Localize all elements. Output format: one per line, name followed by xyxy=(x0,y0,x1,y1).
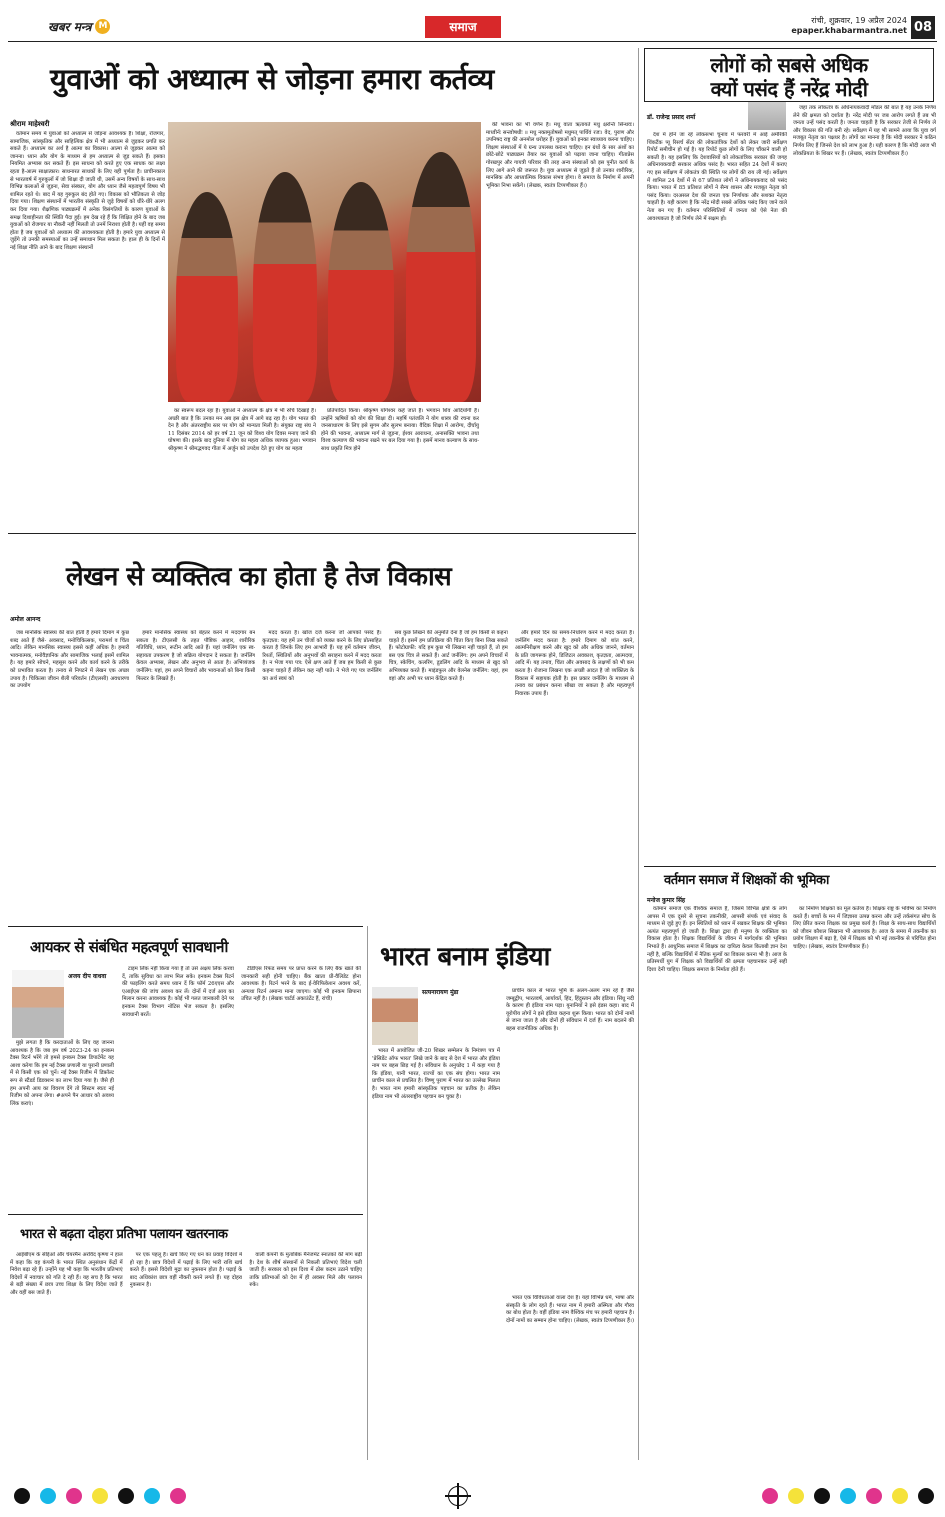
article-tax-col1 xyxy=(10,990,114,1208)
article-teachers-headline: वर्तमान समाज में शिक्षकों की भूमिका xyxy=(664,873,829,888)
article-teachers-col1-text: वर्तमान समाज एक वैश्विक समाज है, जिसमें विभिन्न क्षेत्रों के लोग आपस में एक दूसरे से सूचना तकनीकी, आपसी संपर्क एवं संवाद के माध्यम से जुड़े हुए हैं। इन स्थितियों को ध्यान में रखकर शिक्षक की भूमिका अत्यंत महत्वपूर्ण हो जाती है। शिक्षा द्वारा ही मनुष्य के व्यक्तित्व का विकास होता है। शिक्षक विद्यार्थियों के जीवन में मार्गदर्शक की भूमिका निभाते हैं। आधुनिक समाज में शिक्षक का दायित्व केवल किताबी ज्ञान देना नहीं है, बल्कि विद्यार्थियों में नैतिक मूल्यों का विकास करना भी है। आज के प्रतिस्पर्धी युग में शिक्षक को विद्यार्थियों की क्षमता पहचानकर उन्हें सही दिशा देनी चाहिए। शिक्षक समाज के निर्माता होते हैं। xyxy=(647,906,787,973)
reg-dot-black-4 xyxy=(918,1488,934,1504)
article-right-col1 xyxy=(647,132,787,860)
section-badge xyxy=(425,16,501,38)
article-vs-col3-text: भारत एक विविधताओं वाला देश है। यहां विभिन्न धर्म, भाषा और संस्कृति के लोग रहते हैं। भारत नाम में हमारी अस्मिता और गौरव का बोध होता है। वहीं इंडिया नाम वैश्विक मंच पर हमारी पहचान है। दोनों नामों का सम्मान होना चाहिए। (लेखक, स्वतंत्र टिप्पणीकार हैं।) xyxy=(506,1295,634,1324)
article-vs-col1-text: भारत में आयोजित जी-20 शिखर सम्मेलन के निमंत्रण पत्र में 'प्रेसिडेंट ऑफ भारत' लिखे जाने के बाद से देश में भारत और इंडिया नाम पर बहस छिड़ गई है। संविधान के अनुच्छेद 1 में कहा गया है कि इंडिया, यानी भारत, राज्यों का एक संघ होगा। भारत नाम प्राचीन काल से प्रचलित है। विष्णु पुराण में भारत का उल्लेख मिलता है। भारत नाम हमारी सांस्कृतिक पहचान का प्रतीक है। लेकिन इंडिया नाम भी अंतरराष्ट्रीय पहचान बन चुका है। xyxy=(372,1048,500,1100)
article2-col1-text: जब मानसिक स्वास्थ्य की बात होती है हमारे दिमाग में कुछ शब्द आते हैं जैसे- अवसाद, मनोचिकित्सक, परामर्श व चिंता आदि। लेकिन मानसिक स्वास्थ्य इससे कहीं अधिक है। हमारी भावनात्मक, मनोवैज्ञानिक और सामाजिक भलाई इसमें शामिल है। यह हमारे सोचने, महसूस करने और कार्य करने के तरीके को प्रभावित करता है। तनाव से निपटने में लेखन एक अच्छा उपाय है। चिकित्सा जीवन शैली परिवर्तन (टीएलसी) अवधारणा का उपयोग xyxy=(10,630,130,690)
photo-person-2 xyxy=(253,172,317,402)
article1-col3 xyxy=(321,408,479,528)
article-brain-col3 xyxy=(249,1252,362,1458)
article1-col3-text: प्रतिपादित किया। श्रीकृष्ण योगेश्वर कहे जाते हैं। भगवान शिव आदियोगी हैं। उन्होंने ऋषियों को योग की शिक्षा दी। महर्षि पतंजलि ने योग शास्त्र की रचना कर जनसाधारण के लिए इसे सुगम और सुलभ बनाया। वैदिक शिक्षा में आरोग्य, दीर्घायु होने की भावना, अध्यात्म मार्ग से जुड़ना, ईश्वर आराधना, अनासक्ति भावना तथा विश्व कल्याण की भावना रखने पर बल दिया गया है। इसमें मानव कल्याण के साथ-साथ प्रकृति मित्र होने xyxy=(321,408,479,452)
article1-col2 xyxy=(168,408,316,528)
section-label: समाज xyxy=(449,20,477,34)
article-teachers-col2-text: का निर्माण शिक्षकों का मूल कर्तव्य है। शिक्षक राष्ट्र के भविष्य का निर्माण करते हैं। बच्चों के मन में जिज्ञासा उत्पन्न करना और उन्हें तर्कसंगत सोच के लिए प्रेरित करना शिक्षक का प्रमुख कार्य है। शिक्षा के साथ-साथ विद्यार्थियों को जीवन कौशल सिखाना भी आवश्यक है। आज के समय में तकनीक का प्रयोग शिक्षण में बढ़ा है, ऐसे में शिक्षक को भी नई तकनीक से परिचित होना चाहिए। (लेखक, स्वतंत्र टिप्पणीकार हैं।) xyxy=(793,906,936,950)
date-block xyxy=(745,16,907,36)
article-right-headline-line1: लोगों को सबसे अधिक xyxy=(710,53,868,77)
brand-logo xyxy=(48,18,110,35)
reg-dot-cyan-3 xyxy=(840,1488,856,1504)
reg-dot-yellow-2 xyxy=(788,1488,804,1504)
article2-headline: लेखन से व्यक्तित्व का होता है तेज विकास xyxy=(66,562,452,592)
reg-dot-magenta-3 xyxy=(762,1488,778,1504)
vs-left-rule xyxy=(367,926,368,1460)
article-tax-headline: आयकर से संबंधित महत्वपूर्ण सावधानी xyxy=(30,938,228,956)
article-vs-byline: सत्यनारायण मुंडा xyxy=(422,989,459,996)
reg-dot-black xyxy=(14,1488,30,1504)
article1-byline: श्रीराम माहेश्वरी xyxy=(10,120,50,128)
article-teachers-col1 xyxy=(647,906,787,1458)
article-vs-col2 xyxy=(506,988,634,1288)
column-divider xyxy=(638,48,639,1460)
article1-photo xyxy=(168,122,481,402)
article-right-col1-text: देश में होने जा रहे लोकसभा चुनाव में फरवरी में आई अमेरिकी थिंकटैंक प्यू रिसर्च सेंटर की लोकतांत्रिक देशों को लेकर जारी सर्वेक्षण रिपोर्ट समीचीन हो गई है। यह रिपोर्ट कुछ लोगों के लिए चौंकाने वाली हो सकती है। यह इसलिए कि देशवासियों को लोकतांत्रिक सरकार की जगह अधिनायकवादी सरकार अधिक पसंद है। भारत सहित 24 देशों में कराए गए इस सर्वेक्षण में लोकतंत्र की स्थिति पर लोगों की राय ली गई। सर्वेक्षण में शामिल 24 देशों में से 67 प्रतिशत लोगों ने अधिनायकवाद को पसंद किया। भारत में 85 प्रतिशत लोगों ने सैन्य शासन और मजबूत नेतृत्व को पसंद किया। दरअसल देश की जनता एक निर्णायक और सशक्त नेतृत्व चाहती है। यही कारण है कि नरेंद्र मोदी सबसे अधिक पसंद किए जाने वाले नेता बन गए हैं। वर्तमान परिस्थितियों में जनता को ऐसे नेता की आवश्यकता है जो निर्णय लेने में सक्षम हो। xyxy=(647,132,787,222)
article-vs-col1 xyxy=(372,1000,500,1458)
article-brain-col2 xyxy=(130,1252,243,1458)
website-link[interactable]: epaper.khabarmantra.net xyxy=(791,26,907,35)
photo-person-3 xyxy=(328,182,394,402)
date-line: रांची, शुक्रवार, 19 अप्रैल 2024 xyxy=(811,16,907,25)
article2-col5-text: और हमारे दिन का समय-निर्धारण करने में मदद करता है। जर्नलिंग मदद करता है: हमारे दिमाग को शांत करने, आत्मनिरीक्षण करने और खुद को और अधिक जानने, वर्तमान के प्रति जागरूक होने, डिजिटल अवकाश, कृतज्ञता, आत्मदया, आदि में। यह तनाव, चिंता और अवसाद के लक्षणों को भी कम करता है। रोजाना लिखना एक अच्छी आदत है जो व्यक्तित्व के विकास में सहायक होती है। इस प्रकार जर्नलिंग के माध्यम से तनाव का प्रबंधन करना सीखा जा सकता है और महत्वपूर्ण निवारक उपाय हैं। xyxy=(514,630,635,697)
article1-col1-text: वर्तमान समय में युवाओं को अध्यात्म से जोड़ना आवश्यक है। शिक्षा, रोजगार, सामाजिक, सांस्कृतिक और साहित्यिक क्षेत्र में भी अध्यात्म से जुड़कर प्रगति कर सकते हैं। अध्यात्म का अर्थ है आत्मा का विकास। आत्मा से जुड़कर आत्मा को जानना। ध्यान और योग के माध्यम से हम अध्यात्म से जुड़ सकते हैं। इसका नियमित अभ्यास कर सकते हैं। इस साधना को करते हुए एक साधक का लक्ष्य रहता है-आत्म साक्षात्कार। साधनारत साधकों के लिए यही पूर्णता है। प्राचीनकाल से भारतवर्ष में गुरुकुलों में जो शिक्षा दी जाती थी, उसमें अन्य विषयों के साथ-साथ विभिन्न कलाओं से जुड़ना, सेवा संस्कार, योग और ध्यान जैसे महत्वपूर्ण विषय भी शामिल रहते थे। बाद में यह गुरुकुल बंद होते गए। विकास को भौतिकता से जोड़ दिया गया। शिक्षण संस्थानों में भारतीय संस्कृति से जुड़े विषयों को धीरे-धीरे अलग कर दिया गया। शैक्षणिक पाठ्यक्रमों में अनेक विसंगतियों के कारण युवाओं के समक्ष दिशाहीनता की स्थिति पैदा हुई। हम देख रहे हैं कि शिक्षित होने के बाद जब युवाओं को रोजगार या नौकरी नहीं मिलती तो उनमें निराशा होती है। यहीं वह समय होता है जब युवाओं को अध्यात्म की आवश्यकता होती है। हमारे युवा अध्यात्म से जुड़ेंगे तो उनकी समस्याओं का उन्हें समाधान मिल सकता है। हाल ही के दिनों में नई शिक्षा नीति आने के बाद शिक्षण संस्थानों xyxy=(10,131,165,251)
reg-dot-yellow-3 xyxy=(892,1488,908,1504)
reg-dot-magenta-4 xyxy=(866,1488,882,1504)
article-right-headline-box xyxy=(644,48,934,102)
page-number-badge xyxy=(911,16,935,39)
article1-col4 xyxy=(486,122,634,528)
reg-dot-magenta xyxy=(66,1488,82,1504)
article-brain-col3-text: वाली कंपनी के मुताबिक मैनेजमेंट स्नातकों की मांग बढ़ी है। देश के शीर्ष संस्थानों से निकली प्रतिभाएं विदेश चली जाती हैं। सरकार को इस दिशा में ठोस कदम उठाने चाहिए ताकि प्रतिभाओं को देश में ही अवसर मिले और पलायन रुके। xyxy=(249,1252,363,1289)
article2-col1 xyxy=(10,630,129,920)
tax-top-rule xyxy=(8,926,363,927)
article-vs-col2-text: प्राचीन काल से भारत भूमि के अलग-अलग नाम रहे हैं जैसे जम्बूद्वीप, भारतवर्ष, आर्यावर्त, हिंद, हिंदुस्तान और इंडिया। सिंधु नदी के कारण ही इंडिया नाम पड़ा। यूनानियों ने इसे इंडस कहा। बाद में यूरोपीय लोगों ने इसे इंडिया कहना शुरू किया। भारत को दोनों नामों से जाना जाता है और दोनों ही संविधान में दर्ज हैं। नाम बदलने की बहस राजनीतिक अधिक है। xyxy=(506,988,634,1032)
article-tax-col3 xyxy=(241,966,361,1208)
article-tax-col2-text: टाइम लिंक नहीं किया गया है तो उसे अक्षय लिंक करवा दें, ताकि सुविधा का लाभ मिल सके। इनकम टैक्स रिटर्न की फाइलिंग करते समय ध्यान दें कि फॉर्म 26एएस और एआईएस की जांच अवश्य कर लें। दोनों में दर्ज आय का मिलान करना आवश्यक है। कोई भी गलत जानकारी देने पर इनकम टैक्स विभाग नोटिस भेज सकता है। इसलिए सावधानी बरतें। xyxy=(122,966,234,1018)
brand-name: खबर मन्त्र xyxy=(48,20,92,34)
brain-top-rule xyxy=(8,1214,363,1215)
article2-columns xyxy=(10,630,634,920)
reg-dot-black-2 xyxy=(118,1488,134,1504)
article-teachers-byline: मनोज कुमार सिंह xyxy=(647,897,686,904)
article1-headline: युवाओं को अध्यात्म से जोड़ना हमारा कर्तव्य xyxy=(50,62,494,96)
article2-col4-text: सब कुछ लिखने की अनुमति देना है जो हम किसी से कहना चाहते हैं। इसमें हम प्रतिक्रिया की चिंता किए बिना लिख सकते हैं। फोटोग्राफी: यदि हम कुछ भी लिखना नहीं चाहते हैं, तो हम बस एक चित्र ले सकते हैं। आर्ट जर्नलिंग: हम अपने विचारों में चित्र, स्केचिंग, कलरिंग, डूडलिंग आदि के माध्यम से खुद को अभिव्यक्त करते हैं। माइंडफुल और वेलनेस जर्नलिंग: यहां, हम वहां और अभी पर ध्यान केंद्रित करते हैं। xyxy=(388,630,508,682)
article1-col4-text: की भावना का भी वर्णन है। मधु वाता ऋतायते मधु क्षरन्ति सिन्धवः। माध्वीर्नः सन्त्वोषधीः ॥ मधु नक्तमुतोषसो मधुमत् पार्थिवं रजः। वेद, पुराण और उपनिषद राष्ट्र की अनमोल धरोहर हैं। युवाओं को इनका स्वाध्याय करना चाहिए। शिक्षण संस्थाओं में ये ग्रन्थ उपलब्ध कराना चाहिए। इन ग्रंथों के सार अंशों का छोटे-छोटे पाठ्यक्रम तैयार कर युवाओं को पढ़ाया जाना चाहिए। गीताप्रेस गोरखपुर और गायत्री परिवार की तरह अन्य संस्थाओं को इस पुनीत कार्य के लिए आगे आने की जरूरत है। युवा अध्यात्म से जुड़ते हैं तो उनका शारीरिक, मानसिक और आध्यात्मिक विकास संभव होगा। वे समाज के निर्माण में अपनी भूमिका निभा सकेंगे। (लेखक, स्वतंत्र टिप्पणीकार हैं।) xyxy=(486,122,634,189)
article-right-photo xyxy=(748,102,786,130)
article-teachers-col2 xyxy=(793,906,936,1458)
crosshair-mark-icon xyxy=(448,1486,468,1506)
article-tax-byline: अजय दीप वाधवा xyxy=(68,973,107,980)
article2-top-rule xyxy=(8,533,636,534)
article-tax-col1-text: मुझे लगता है कि करदाताओं के लिए वह जानना आवश्यक है कि जब हम वर्ष 2023-24 का इनकम टैक्स रिटर्न भरेंगे तो हमसे इनकम टैक्स डिपार्टमेंट यह आशा करेगा कि हम नई टैक्स प्रणाली या पुरानी प्रणाली में से किसी एक को चुनें। नई टैक्स रिजीम में डिफ़ॉल्ट रूप से स्टैंडर्ड डिडक्शन का लाभ दिया गया है। जैसे ही हम अपनी आय का विवरण देंगे तो सिस्टम स्वतः नई रिजीम को अपना लेगा। #अपने पैन आधार को अवश्य लिंक कराएं। xyxy=(10,1040,114,1107)
reg-dot-yellow xyxy=(92,1488,108,1504)
article2-col2-text: हमारे मानसिक स्वास्थ्य को बेहतर करने में मददगार बन सकता है। टीएलसी के तहत पौष्टिक आहार, शारीरिक गतिविधि, ध्यान, रूटीन आदि आते हैं। यहां जर्नलिंग एक स्व-सहायता उपकरण है जो सक्रिय योगदान दे सकता है। जर्नलिंग केवल अभ्यास, लेखन और अनुभव से आता है। अभिव्यंजक जर्नलिंग: यहां, हम अपने विचारों और भावनाओं को बिना किसी फिल्टर के लिखते हैं। xyxy=(136,630,256,682)
article-vs-col3 xyxy=(506,1295,634,1458)
article-right-col2 xyxy=(793,105,936,860)
article-brain-col1 xyxy=(10,1252,123,1458)
teachers-top-rule xyxy=(644,866,936,867)
article1-col1 xyxy=(10,131,165,531)
masthead-rule xyxy=(8,41,937,42)
article-tax-col2 xyxy=(122,966,234,1208)
masthead xyxy=(0,0,945,42)
reg-dot-magenta-2 xyxy=(170,1488,186,1504)
article-brain-col2-text: पर एक पहलू है। खर्च किए गए धन का प्रवाह विदेशों में हो रहा है। छात्र विदेशों में पढ़ाई के लिए भारी राशि खर्च करते हैं। इससे विदेशी मुद्रा का नुकसान होता है। पढ़ाई के बाद अधिकांश छात्र वहीं नौकरी करने लगते हैं। यह दोहरा नुकसान है। xyxy=(129,1252,243,1289)
article1-col2-text: का स्वरूप बदल रहा है। युवाओं ने अध्यात्म के क्षेत्र में भी रुचि दिखाई है। अच्छी बात है कि उनका मन अब इस क्षेत्र में आगे बढ़ रहा है। योग भारत की देन है और अंतरराष्ट्रीय स्तर पर योग को मान्यता मिली है। संयुक्त राष्ट्र संघ ने 11 दिसंबर 2014 को हर वर्ष 21 जून को विश्व योग दिवस मनाए जाने की घोषणा की। इसके बाद दुनिया में योग का महत्व अधिक व्यापक हुआ। भगवान श्रीकृष्ण ने श्रीमद्भगवद गीता में अर्जुन को उपदेश देते हुए योग का महत्व xyxy=(168,408,316,452)
article2-byline: अमोल आनन्द xyxy=(10,616,41,623)
article-right-headline-line2: क्यों पसंद हैं नरेंद्र मोदी xyxy=(710,77,868,101)
article-brain-col1-text: आईबीएम के सीईओ और चेयरमैन अरविंद कृष्णा ने हाल में कहा कि वह कंपनी के भारत स्थित अनुसंधान केंद्रों में निवेश बढ़ा रहे हैं। उन्होंने यह भी कहा कि भारतीय प्रतिभाएं विदेशों में नवाचार को गति दे रही हैं। यह सच है कि भारत से बड़ी संख्या में छात्र उच्च शिक्षा के लिए विदेश जाते हैं और वहीं बस जाते हैं। xyxy=(10,1252,123,1296)
reg-dot-cyan-2 xyxy=(144,1488,160,1504)
reg-dot-black-3 xyxy=(814,1488,830,1504)
article-tax-col3-text: टीडीएस रिफंड समय पर प्राप्त करने के लिए बैंक खाते की जानकारी सही होनी चाहिए। बैंक खाता प्री-वैलिडेट होना आवश्यक है। रिटर्न भरने के बाद ई-वेरिफिकेशन अवश्य करें, अन्यथा रिटर्न अमान्य माना जाएगा। कोई भी इनकम छिपाना उचित नहीं है। (लेखक चार्टर्ड अकाउंटेंट हैं, रांची) xyxy=(241,966,361,1003)
registration-strip xyxy=(0,1478,945,1517)
article-right-byline: डॉ. राजेन्द्र प्रसाद शर्मा xyxy=(647,114,696,121)
article-right-col2-text: जहां तक लोकतंत्र के अधिनायकवादी मॉडल की बात है यह उनके निर्णय लेने की क्षमता को दर्शाता है। नरेंद्र मोदी पर जब आरोप लगते हैं तब भी जनता उन्हें पसंद करती है। जनता चाहती है कि सरकार तेजी से निर्णय ले और विकास की गति बनी रहे। सर्वेक्षण में यह भी सामने आया कि युवा वर्ग मजबूत नेतृत्व का पक्षधर है। लोगों का मानना है कि मोदी सरकार ने कठिन निर्णय लिए हैं जिनसे देश को लाभ हुआ है। यही कारण है कि मोदी आज भी लोकप्रियता के शिखर पर हैं। (लेखक, स्वतंत्र टिप्पणीकार हैं।) xyxy=(793,105,936,157)
article2-col4 xyxy=(389,630,508,920)
photo-person-1 xyxy=(176,192,238,402)
brand-m-icon: M xyxy=(95,19,110,34)
article2-col5 xyxy=(515,630,634,920)
article-vs-headline: भारत बनाम इंडिया xyxy=(380,942,550,972)
page-number: 08 xyxy=(913,20,933,35)
article2-col3 xyxy=(262,630,381,920)
article-brain-columns xyxy=(10,1252,362,1458)
article2-col2 xyxy=(136,630,255,920)
article2-col3-text: मदद करता है। खोज दर्ज करना जो आपको पसंद है। कृतज्ञता: यह हमें उन चीजों को व्यक्त करने के लिए प्रोत्साहित करता है जिनके लिए हम आभारी हैं। यह हमें वर्तमान जीवन, रिश्तों, स्थितियों और अनुभवों की सराहना करने में मदद करता है। न भेजा गया पत्र: ऐसे क्षण आते हैं जब हम किसी से कुछ कहना चाहते हैं लेकिन कह नहीं पाते। ने भेजे गए पत्र जर्नलिंग का अर्थ स्वयं को xyxy=(262,630,382,682)
photo-person-4 xyxy=(406,152,476,402)
reg-dot-cyan xyxy=(40,1488,56,1504)
article-brain-headline: भारत से बढ़ता दोहरा प्रतिभा पलायन खतरनाक xyxy=(20,1227,228,1242)
